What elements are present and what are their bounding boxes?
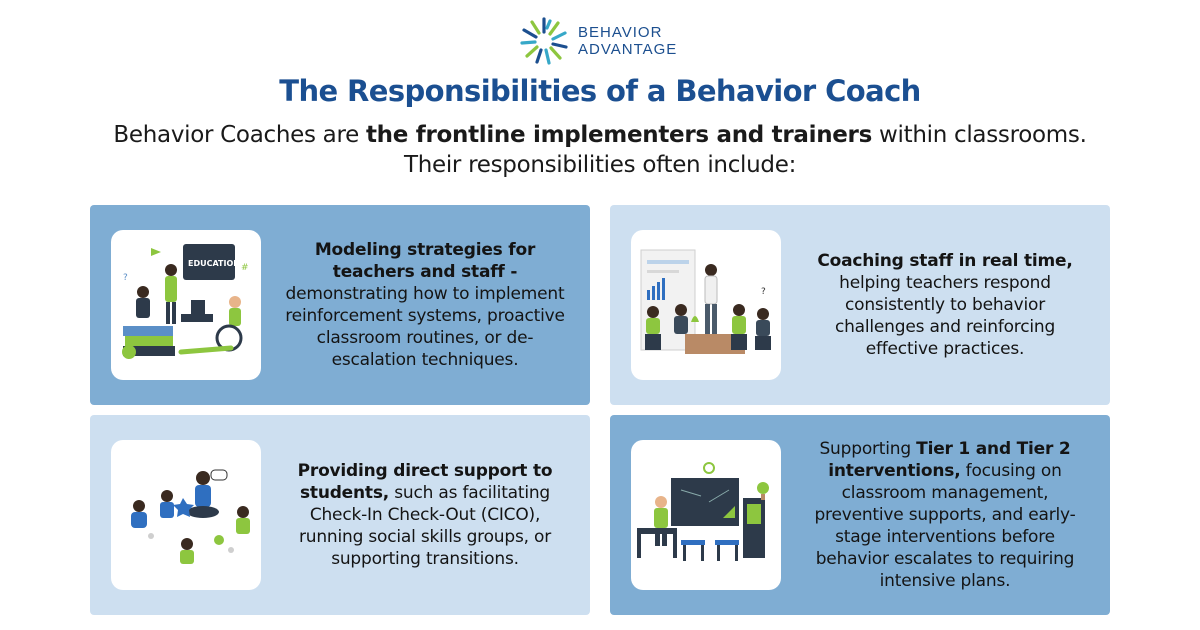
- card-body: such as facilitating Check-In Check-Out (CICO), running social skills groups, or supporting transitions.: [298, 483, 552, 569]
- svg-text:#: #: [241, 263, 249, 273]
- teacher-chalkboard-illustration: [631, 440, 781, 590]
- svg-text:?: ?: [123, 273, 128, 283]
- card-heading: Tier 1 and Tier 2 interventions,: [828, 439, 1071, 481]
- card-body: demonstrating how to implement reinforcement systems, proactive classroom routines, or de-escalation techniques.: [285, 284, 565, 370]
- svg-text:?: ?: [761, 287, 766, 297]
- intro-text: [100, 120, 1100, 180]
- brand-name-line1: BEHAVIOR: [578, 24, 663, 41]
- responsibility-card-tier-interventions: [610, 415, 1110, 615]
- education-classroom-illustration: [111, 230, 261, 380]
- svg-text:EDUCATION: EDUCATION: [188, 259, 240, 268]
- card-body: focusing on classroom management, preventive supports, and early-stage interventions before behavior escalates to requiring intensive plans.: [814, 461, 1076, 591]
- sunburst-logo-icon: [518, 15, 570, 67]
- responsibility-card-coaching: [610, 205, 1110, 405]
- brand-logo: [518, 14, 688, 68]
- card-description: [800, 415, 1090, 615]
- card-description: [280, 205, 570, 405]
- card-heading: Coaching staff in real time,: [817, 251, 1073, 271]
- intro-bold: the frontline implementers and trainers: [365, 122, 872, 148]
- card-prefix: Supporting: [819, 439, 917, 459]
- card-description: [800, 205, 1090, 405]
- page-title: The Responsibilities of a Behavior Coach: [279, 74, 921, 108]
- intro-part2: within classrooms. Their responsibilities often include:: [403, 122, 1087, 178]
- brand-name-line2: ADVANTAGE: [578, 41, 678, 58]
- responsibility-card-modeling: [90, 205, 590, 405]
- intro-part1: Behavior Coaches are: [113, 122, 366, 148]
- card-description: [280, 415, 570, 615]
- card-heading: Providing direct support to students,: [297, 461, 553, 503]
- card-heading: Modeling strategies for teachers and staff -: [314, 240, 536, 282]
- group-activity-illustration: [111, 440, 261, 590]
- responsibility-card-direct-support: [90, 415, 590, 615]
- card-body: helping teachers respond consistently to behavior challenges and reinforcing effective practices.: [834, 273, 1056, 359]
- presentation-audience-illustration: [631, 230, 781, 380]
- brand-name: [578, 24, 677, 58]
